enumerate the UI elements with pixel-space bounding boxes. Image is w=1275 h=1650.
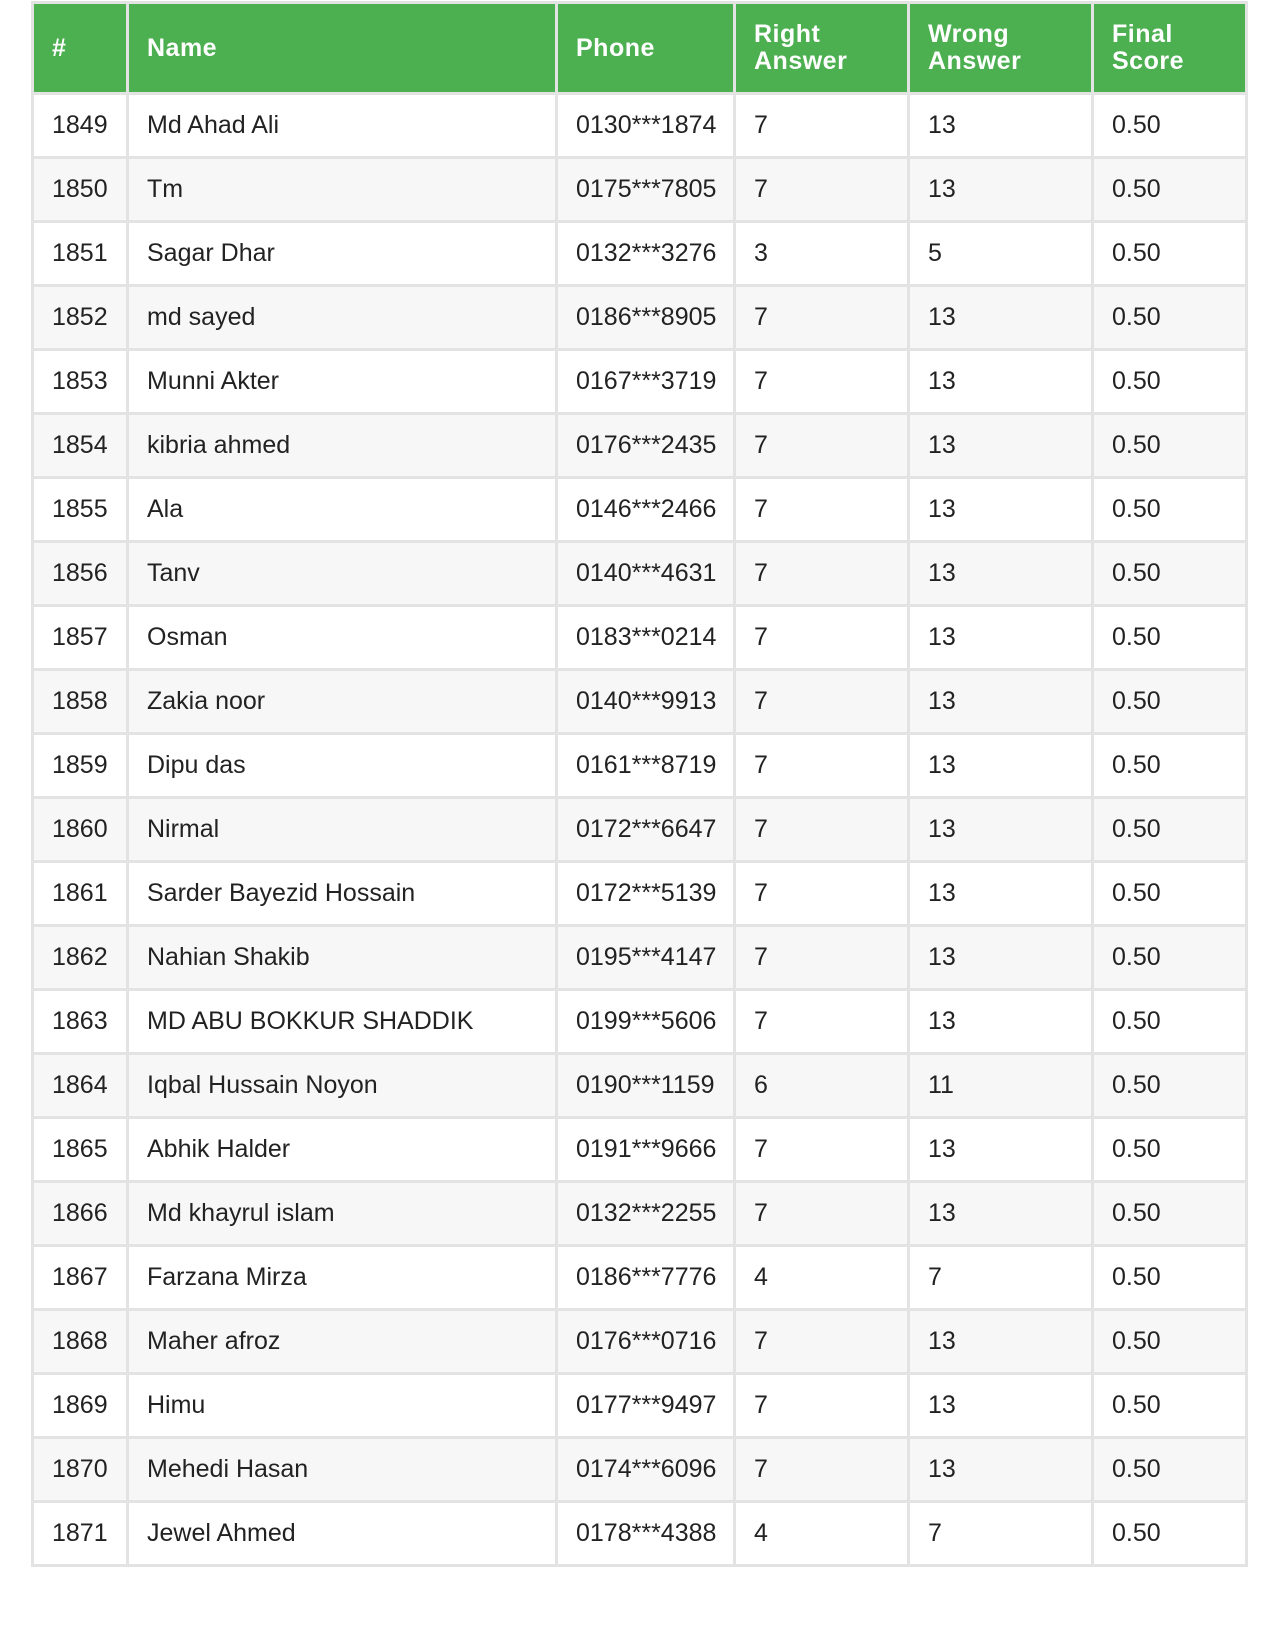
results-table [31,1,1248,1567]
cell-right-answer: 7 [735,670,909,734]
table-row [33,94,1247,158]
table-header [33,3,1247,94]
cell-wrong-answer: 13 [909,1310,1093,1374]
cell-name: Farzana Mirza [128,1246,557,1310]
cell-right-answer: 7 [735,286,909,350]
cell-phone: 0130***1874 [557,94,735,158]
cell-rank: 1852 [33,286,128,350]
cell-wrong-answer: 13 [909,862,1093,926]
cell-wrong-answer: 13 [909,1182,1093,1246]
cell-rank: 1860 [33,798,128,862]
cell-phone: 0191***9666 [557,1118,735,1182]
cell-final-score: 0.50 [1093,1374,1247,1438]
cell-name: Iqbal Hussain Noyon [128,1054,557,1118]
cell-phone: 0174***6096 [557,1438,735,1502]
cell-wrong-answer: 13 [909,798,1093,862]
cell-wrong-answer: 13 [909,1438,1093,1502]
cell-right-answer: 7 [735,990,909,1054]
cell-right-answer: 7 [735,94,909,158]
table-row [33,158,1247,222]
table-row [33,1246,1247,1310]
cell-rank: 1861 [33,862,128,926]
cell-final-score: 0.50 [1093,1438,1247,1502]
cell-name: Munni Akter [128,350,557,414]
cell-name: Maher afroz [128,1310,557,1374]
cell-rank: 1870 [33,1438,128,1502]
cell-rank: 1866 [33,1182,128,1246]
cell-name: Sarder Bayezid Hossain [128,862,557,926]
cell-rank: 1868 [33,1310,128,1374]
cell-phone: 0132***2255 [557,1182,735,1246]
cell-right-answer: 4 [735,1246,909,1310]
cell-rank: 1871 [33,1502,128,1566]
cell-rank: 1855 [33,478,128,542]
cell-right-answer: 7 [735,926,909,990]
cell-final-score: 0.50 [1093,286,1247,350]
table-row [33,734,1247,798]
cell-final-score: 0.50 [1093,1246,1247,1310]
cell-rank: 1865 [33,1118,128,1182]
cell-name: Dipu das [128,734,557,798]
cell-final-score: 0.50 [1093,478,1247,542]
header-phone: Phone [557,3,735,94]
cell-right-answer: 7 [735,1182,909,1246]
cell-rank: 1869 [33,1374,128,1438]
cell-final-score: 0.50 [1093,350,1247,414]
cell-wrong-answer: 13 [909,670,1093,734]
cell-right-answer: 7 [735,478,909,542]
header-final-score: Final Score [1093,3,1247,94]
cell-phone: 0132***3276 [557,222,735,286]
cell-wrong-answer: 7 [909,1246,1093,1310]
cell-name: Nahian Shakib [128,926,557,990]
cell-phone: 0183***0214 [557,606,735,670]
cell-phone: 0195***4147 [557,926,735,990]
table-row [33,542,1247,606]
table-row [33,286,1247,350]
cell-rank: 1863 [33,990,128,1054]
cell-phone: 0175***7805 [557,158,735,222]
cell-right-answer: 7 [735,606,909,670]
cell-phone: 0167***3719 [557,350,735,414]
cell-final-score: 0.50 [1093,990,1247,1054]
cell-rank: 1867 [33,1246,128,1310]
cell-wrong-answer: 13 [909,1118,1093,1182]
table-row [33,926,1247,990]
cell-wrong-answer: 13 [909,1374,1093,1438]
cell-phone: 0146***2466 [557,478,735,542]
cell-phone: 0140***9913 [557,670,735,734]
table-row [33,670,1247,734]
table-row [33,862,1247,926]
cell-right-answer: 7 [735,734,909,798]
cell-right-answer: 7 [735,862,909,926]
cell-name: kibria ahmed [128,414,557,478]
header-row [33,3,1247,94]
cell-rank: 1849 [33,94,128,158]
cell-phone: 0186***8905 [557,286,735,350]
cell-name: MD ABU BOKKUR SHADDIK [128,990,557,1054]
header-rank: # [33,3,128,94]
cell-wrong-answer: 13 [909,350,1093,414]
cell-final-score: 0.50 [1093,606,1247,670]
cell-wrong-answer: 5 [909,222,1093,286]
cell-wrong-answer: 7 [909,1502,1093,1566]
cell-final-score: 0.50 [1093,414,1247,478]
table-row [33,1310,1247,1374]
cell-right-answer: 3 [735,222,909,286]
cell-name: Mehedi Hasan [128,1438,557,1502]
table-row [33,1374,1247,1438]
cell-rank: 1851 [33,222,128,286]
header-right-answer: Right Answer [735,3,909,94]
cell-final-score: 0.50 [1093,158,1247,222]
cell-phone: 0190***1159 [557,1054,735,1118]
table-row [33,606,1247,670]
table-body [33,94,1247,1566]
cell-rank: 1853 [33,350,128,414]
cell-final-score: 0.50 [1093,798,1247,862]
cell-wrong-answer: 13 [909,158,1093,222]
cell-wrong-answer: 13 [909,478,1093,542]
cell-right-answer: 4 [735,1502,909,1566]
cell-final-score: 0.50 [1093,734,1247,798]
cell-phone: 0176***2435 [557,414,735,478]
cell-wrong-answer: 11 [909,1054,1093,1118]
cell-phone: 0186***7776 [557,1246,735,1310]
cell-name: Zakia noor [128,670,557,734]
table-row [33,1118,1247,1182]
cell-final-score: 0.50 [1093,862,1247,926]
cell-right-answer: 7 [735,1118,909,1182]
cell-right-answer: 7 [735,1374,909,1438]
cell-phone: 0177***9497 [557,1374,735,1438]
header-name: Name [128,3,557,94]
cell-wrong-answer: 13 [909,990,1093,1054]
cell-phone: 0178***4388 [557,1502,735,1566]
cell-phone: 0176***0716 [557,1310,735,1374]
cell-rank: 1862 [33,926,128,990]
cell-final-score: 0.50 [1093,94,1247,158]
cell-rank: 1859 [33,734,128,798]
cell-final-score: 0.50 [1093,1054,1247,1118]
header-wrong-answer: Wrong Answer [909,3,1093,94]
cell-wrong-answer: 13 [909,286,1093,350]
table-row [33,414,1247,478]
cell-right-answer: 7 [735,542,909,606]
cell-wrong-answer: 13 [909,414,1093,478]
cell-right-answer: 7 [735,350,909,414]
cell-name: Tanv [128,542,557,606]
cell-phone: 0199***5606 [557,990,735,1054]
table-row [33,222,1247,286]
cell-phone: 0161***8719 [557,734,735,798]
cell-right-answer: 6 [735,1054,909,1118]
cell-right-answer: 7 [735,798,909,862]
cell-rank: 1856 [33,542,128,606]
cell-final-score: 0.50 [1093,926,1247,990]
cell-final-score: 0.50 [1093,1502,1247,1566]
cell-right-answer: 7 [735,158,909,222]
cell-final-score: 0.50 [1093,1118,1247,1182]
cell-right-answer: 7 [735,1438,909,1502]
table-row [33,1182,1247,1246]
cell-name: Jewel Ahmed [128,1502,557,1566]
cell-name: Nirmal [128,798,557,862]
cell-name: Md khayrul islam [128,1182,557,1246]
cell-name: Md Ahad Ali [128,94,557,158]
table-row [33,1054,1247,1118]
cell-wrong-answer: 13 [909,542,1093,606]
cell-right-answer: 7 [735,414,909,478]
cell-final-score: 0.50 [1093,670,1247,734]
cell-final-score: 0.50 [1093,1182,1247,1246]
cell-rank: 1854 [33,414,128,478]
cell-final-score: 0.50 [1093,1310,1247,1374]
cell-name: Sagar Dhar [128,222,557,286]
table-row [33,350,1247,414]
table-row [33,990,1247,1054]
cell-rank: 1857 [33,606,128,670]
cell-wrong-answer: 13 [909,94,1093,158]
cell-name: Tm [128,158,557,222]
table-row [33,798,1247,862]
cell-final-score: 0.50 [1093,542,1247,606]
cell-rank: 1850 [33,158,128,222]
table-row [33,478,1247,542]
cell-wrong-answer: 13 [909,926,1093,990]
table-row [33,1502,1247,1566]
cell-wrong-answer: 13 [909,734,1093,798]
table-row [33,1438,1247,1502]
cell-name: Himu [128,1374,557,1438]
cell-name: Ala [128,478,557,542]
cell-final-score: 0.50 [1093,222,1247,286]
cell-wrong-answer: 13 [909,606,1093,670]
cell-name: md sayed [128,286,557,350]
cell-rank: 1864 [33,1054,128,1118]
cell-right-answer: 7 [735,1310,909,1374]
cell-name: Abhik Halder [128,1118,557,1182]
cell-rank: 1858 [33,670,128,734]
cell-phone: 0140***4631 [557,542,735,606]
cell-phone: 0172***5139 [557,862,735,926]
cell-name: Osman [128,606,557,670]
cell-phone: 0172***6647 [557,798,735,862]
